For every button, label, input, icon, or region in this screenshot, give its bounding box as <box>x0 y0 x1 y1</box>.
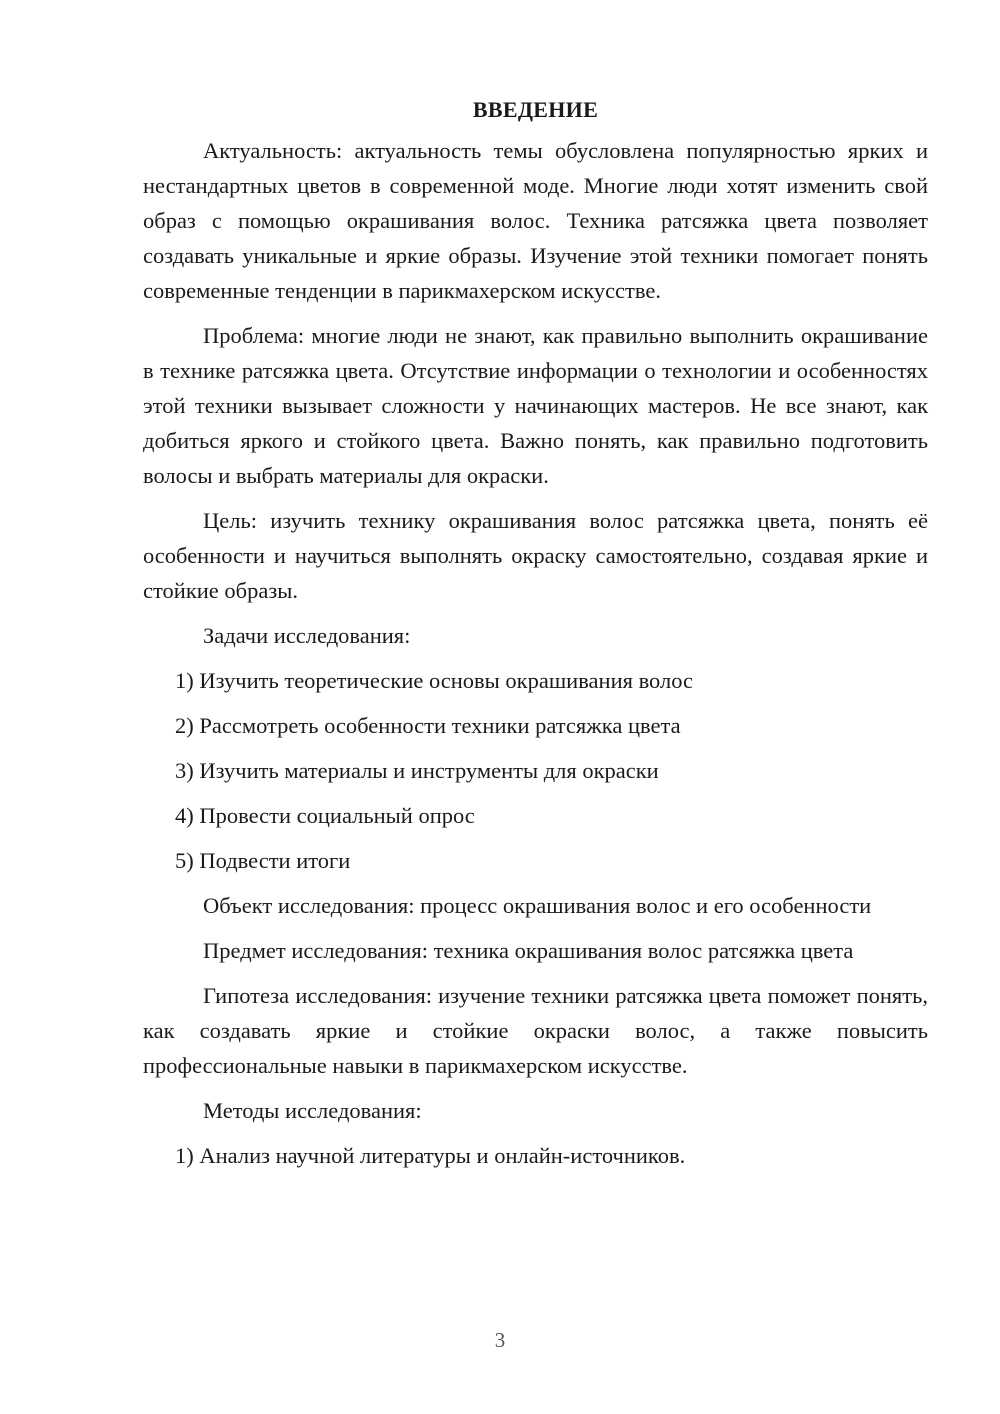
list-item: 1) Анализ научной литературы и онлайн-источников. <box>175 1143 686 1168</box>
list-item: 1) Изучить теоретические основы окрашивания волос <box>175 668 694 693</box>
paragraph-object: Объект исследования: процесс окрашивания волос и его особенности <box>203 893 872 918</box>
paragraph-hypothesis: Гипотеза исследования: изучение техники ратсяжка цвета поможет понять, как создавать яркие и стойкие окраски волос, а также повысить профессиональные навыки в парикмахерском искусстве. <box>143 983 928 1078</box>
list-item: 5) Подвести итоги <box>175 848 351 873</box>
paragraph-subject: Предмет исследования: техника окрашивания волос ратсяжка цвета <box>203 938 854 963</box>
tasks-list <box>143 663 928 878</box>
methods-list <box>143 1138 928 1173</box>
tasks-heading: Задачи исследования: <box>203 623 411 648</box>
paragraph-goal: Цель: изучить технику окрашивания волос ратсяжка цвета, понять её особенности и научиться выполнять окраску самостоятельно, создавая яркие и стойкие образы. <box>143 508 928 603</box>
list-item: 4) Провести социальный опрос <box>175 803 475 828</box>
methods-heading: Методы исследования: <box>203 1098 422 1123</box>
document-page <box>143 92 928 1183</box>
section-title: ВВЕДЕНИЕ <box>472 97 599 122</box>
paragraph-problem: Проблема: многие люди не знают, как правильно выполнить окрашивание в технике ратсяжка цвета. Отсутствие информации о технологии и особенностях этой техники вызывает сложности у начинающих мастеров. Не все знают, как добиться яркого и стойкого цвета. Важно понять, как правильно подготовить волосы и выбрать материалы для окраски. <box>143 323 928 488</box>
list-item: 2) Рассмотреть особенности техники ратсяжка цвета <box>175 713 681 738</box>
paragraph-relevance: Актуальность: актуальность темы обусловлена популярностью ярких и нестандартных цветов в современной моде. Многие люди хотят изменить свой образ с помощью окрашивания волос. Техника ратсяжка цвета позволяет создавать уникальные и яркие образы. Изучение этой техники помогает понять современные тенденции в парикмахерском искусстве. <box>143 138 928 303</box>
list-item: 3) Изучить материалы и инструменты для окраски <box>175 758 659 783</box>
page-number: 3 <box>494 1328 506 1352</box>
